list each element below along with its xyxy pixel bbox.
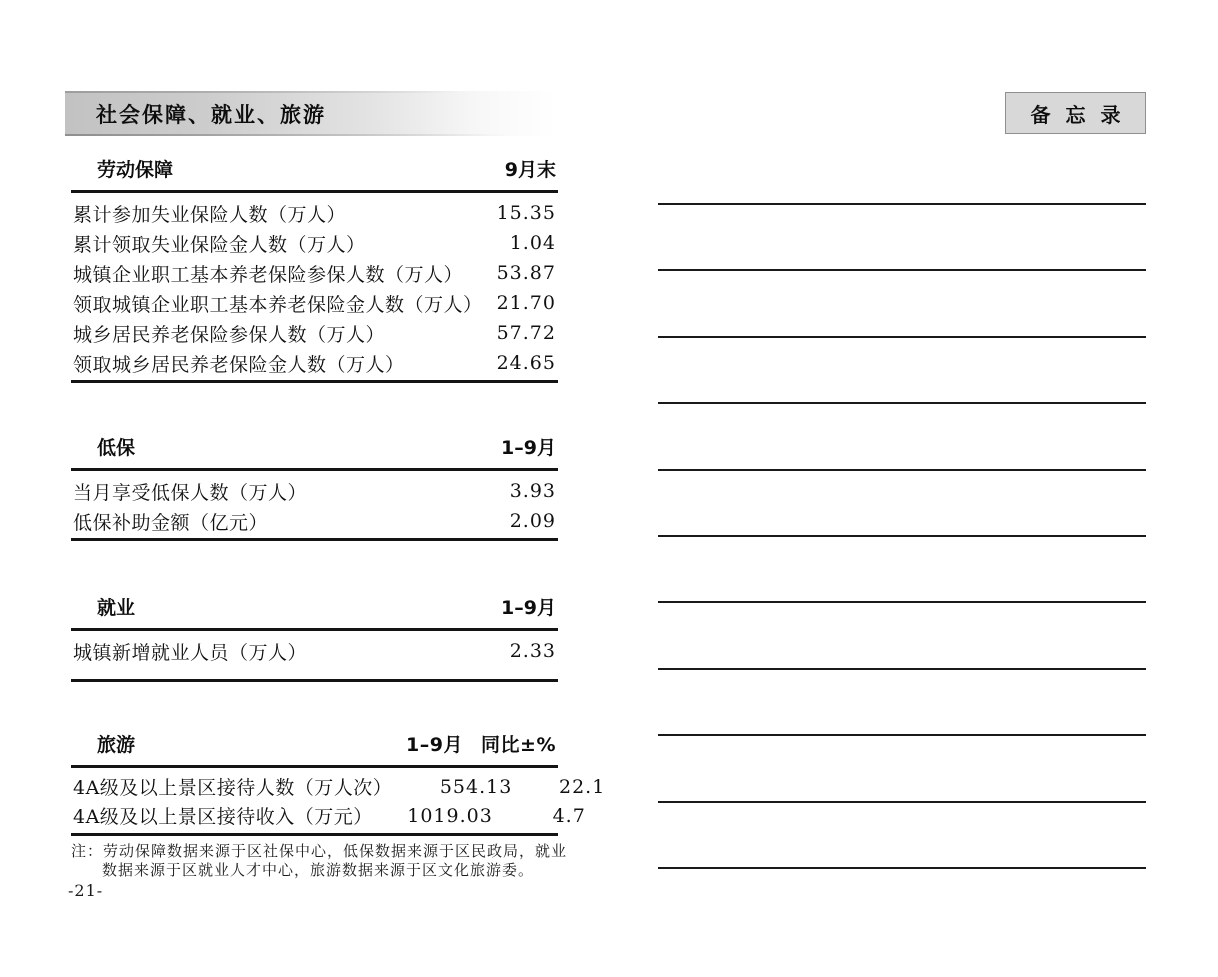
table-tourism [71,734,606,836]
row-label: 城镇企业职工基本养老保险参保人数（万人） [73,263,464,286]
section-title: 社会保障、就业、旅游 [96,102,326,127]
section-title-bar [65,91,557,136]
table-period: 9月末 [504,159,556,181]
memo-line [658,801,1146,803]
memo-line [658,734,1146,736]
row-value: 554.13 [439,775,513,798]
memo-line [658,336,1146,338]
memo-line [658,535,1146,537]
table-body [71,765,606,836]
table-row [71,318,558,348]
table-labor-security [71,159,558,383]
table-row [71,772,606,801]
table-row [71,198,558,228]
row-label: 领取城乡居民养老保险金人数（万人） [73,353,405,376]
table-header-cols [343,734,556,757]
table-row [71,476,558,506]
row-value: 57.72 [496,322,556,344]
table-body [71,468,558,541]
row-value: 53.87 [496,262,556,284]
row-value: 15.35 [496,202,556,224]
source-note [71,842,576,880]
row-label: 4A级及以上景区接待人数（万人次） [73,777,393,799]
row-yoy-value: 22.1 [559,775,606,798]
table-header-row [71,597,558,628]
row-label: 低保补助金额（亿元） [73,511,269,534]
row-value: 3.93 [509,480,556,502]
row-value: 24.65 [496,352,556,374]
table-row [71,258,558,288]
memo-line [658,601,1146,603]
table-title: 就业 [97,597,136,619]
row-value: 2.33 [509,640,556,662]
table-body [71,628,558,682]
memo-line [658,469,1146,471]
row-value: 2.09 [509,510,556,532]
memo-line [658,269,1146,271]
memo-line [658,203,1146,205]
table-row [71,288,558,318]
table-title: 旅游 [97,734,136,756]
row-label: 城镇新增就业人员（万人） [73,641,308,664]
memo-line [658,402,1146,404]
source-note-line: 数据来源于区就业人才中心，旅游数据来源于区文化旅游委。 [102,861,535,879]
table-row [71,348,558,378]
row-label: 4A级及以上景区接待收入（万元） [73,806,373,828]
row-values [373,805,586,827]
table-body [71,190,558,383]
table-header-row [71,734,558,765]
row-value: 1.04 [509,232,556,254]
row-label: 城乡居民养老保险参保人数（万人） [73,323,386,346]
row-values [392,776,605,798]
row-label: 领取城镇企业职工基本养老保险金人数（万人） [73,293,483,316]
memo-label: 备 忘 录 [1030,102,1125,127]
table-header-row [71,159,558,190]
source-note-line: 注：劳动保障数据来源于区社保中心，低保数据来源于区民政局，就业 [71,842,568,860]
row-label: 当月享受低保人数（万人） [73,481,308,504]
row-value: 21.70 [496,292,556,314]
table-period: 1–9月 [406,734,463,756]
table-row [71,506,558,536]
table-row [71,228,558,258]
row-value: 1019.03 [407,804,493,827]
table-period: 1–9月 [501,437,556,459]
row-label: 累计领取失业保险金人数（万人） [73,233,366,256]
table-period: 1–9月 [501,597,556,619]
memo-box [1005,92,1146,134]
table-employment [71,597,558,682]
table-subsistence [71,437,558,541]
row-yoy-value: 4.7 [552,804,586,827]
table-row [71,636,558,666]
table-row [71,801,586,830]
table-title: 低保 [97,437,136,459]
table-header-row [71,437,558,468]
table-title: 劳动保障 [97,159,174,181]
memo-line [658,668,1146,670]
table-yoy-header: 同比±% [481,734,556,756]
page-number: -21- [68,881,104,900]
memo-line [658,867,1146,869]
row-label: 累计参加失业保险人数（万人） [73,203,347,226]
